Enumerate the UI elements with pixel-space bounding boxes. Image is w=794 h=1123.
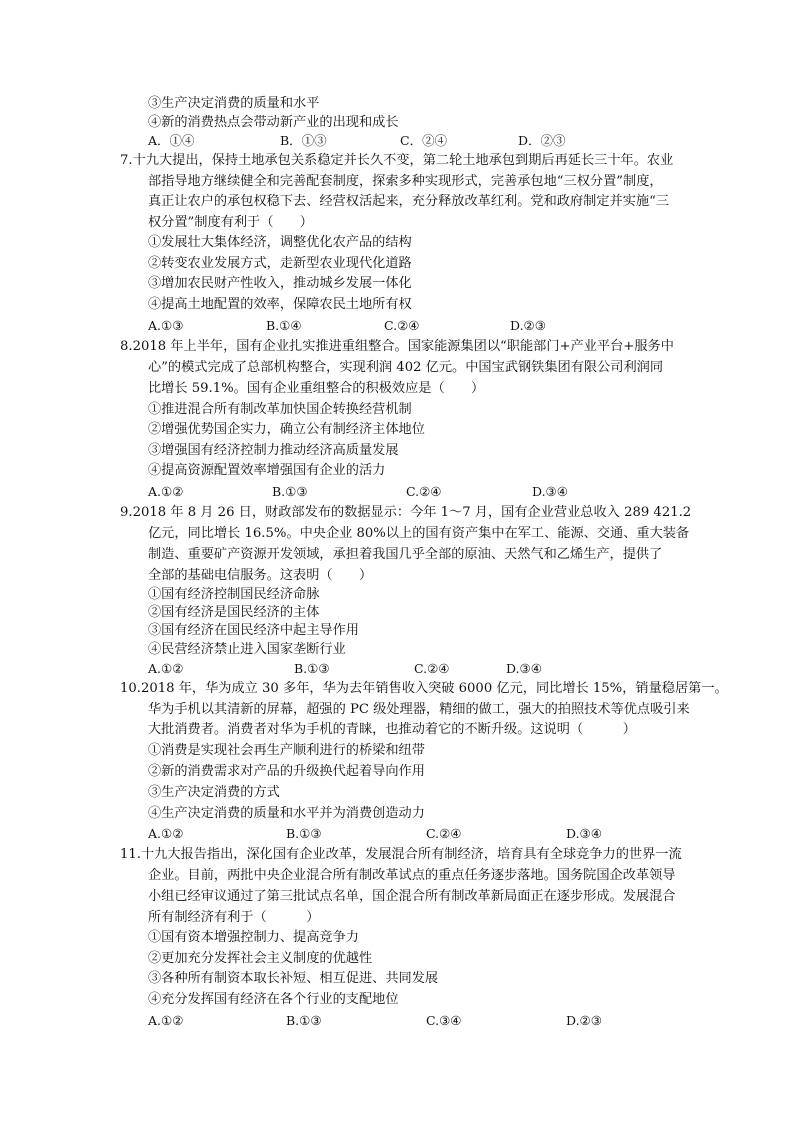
q8-stem-line-2: 心”的模式完成了总部机构整合，实现利润 402 亿元。中国宝武钢铁集团有限公司利润同 [148,360,664,375]
q11-option-a[interactable]: A.①② [148,1013,184,1028]
q7-stem-line-2: 部指导地方继续健全和完善配套制度，探索多种实现形式，完善承包地“三权分置”制度， [148,174,663,189]
q10-option-c[interactable]: C.②④ [426,826,462,841]
q8-options [148,483,608,501]
q9-stem-line-3: 制造、重要矿产资源开发领域，承担着我国几乎全部的原油、天然气和乙烯生产，提供了 [148,547,663,562]
q9-option-c[interactable]: C.②④ [414,661,450,676]
q8-stem-line-3: 比增长 59.1%。国有企业重组整合的积极效应是（ ） [148,381,485,396]
q7-options [148,317,608,335]
q10-stem-line-3: 大批消费者。消费者对华为手机的青睐，也推动着它的不断升级。这说明（ ） [148,722,636,737]
q9-stem-line-1: 9.2018 年 8 月 26 日，财政部发布的数据显示：今年 1～7 月，国有企业营业总收入 289 421.2 [120,505,692,520]
q10-options [148,825,628,843]
q11-item-1: ①国有资本增强控制力、提高竞争力 [148,930,359,945]
q8-item-4: ④提高资源配置效率增强国有企业的活力 [148,463,386,478]
q9-option-b[interactable]: B.①③ [294,661,330,676]
q10-option-d[interactable]: D.③④ [566,826,602,841]
q8-option-b[interactable]: B.①③ [272,484,308,499]
q7-option-a[interactable]: A.①③ [148,318,184,333]
q6-option-a[interactable]: A．①④ [148,133,195,148]
q9-item-1: ①国有经济控制国民经济命脉 [148,587,320,602]
q10-option-a[interactable]: A.①② [148,826,184,841]
q10-stem-line-2: 华为手机以其清新的屏幕，超强的 PC 级处理器，精细的做工，强大的拍照技术等优点吸引来 [148,702,690,717]
q7-item-4: ④提高土地配置的效率，保障农民土地所有权 [148,297,412,312]
q11-stem-line-3: 小组已经审议通过了第三批试点名单，国企混合所有制改革新局面正在逐步形成。发展混合 [148,889,676,904]
q8-stem-line-1: 8.2018 年上半年，国有企业扎实推进重组整合。国家能源集团以“职能部门+产业平台+服务中 [120,339,674,354]
q9-option-a[interactable]: A.①② [148,661,184,676]
q8-item-3: ③增强国有经济控制力推动经济高质量发展 [148,443,399,458]
q11-item-2: ②更加充分发挥社会主义制度的优越性 [148,951,373,966]
q6-option-c[interactable]: C．②④ [400,133,448,148]
q7-stem-line-3: 真正让农户的承包权稳下去、经营权活起来，充分释放改革红利。党和政府制定并实施“三 [148,194,670,209]
q7-option-d[interactable]: D.②③ [510,318,546,333]
q10-stem-line-1: 10.2018 年，华为成立 30 多年，华为去年销售收入突破 6000 亿元，同比增长 15%，销量稳居第一。 [120,681,728,696]
q6-options [148,132,608,150]
q10-item-1: ①消费是实现社会再生产顺利进行的桥梁和纽带 [148,743,425,758]
q10-option-b[interactable]: B.①③ [286,826,322,841]
q8-option-c[interactable]: C.②④ [406,484,442,499]
q6-item-3: ③生产决定消费的质量和水平 [148,96,320,111]
q9-item-2: ②国有经济是国民经济的主体 [148,605,320,620]
q8-option-d[interactable]: D.③④ [532,484,568,499]
q11-option-d[interactable]: D.②③ [566,1013,602,1028]
q7-item-2: ②转变农业发展方式，走新型农业现代化道路 [148,256,412,271]
q9-option-d[interactable]: D.③④ [506,661,542,676]
q7-option-b[interactable]: B.①④ [266,318,302,333]
q11-stem-line-1: 11.十九大报告指出，深化国有企业改革，发展混合所有制经济，培育具有全球竞争力的世界一流 [120,847,682,862]
q6-item-4: ④新的消费热点会带动新产业的出现和成长 [148,115,399,130]
q10-item-3: ③生产决定消费的方式 [148,785,280,800]
q11-item-4: ④充分发挥国有经济在各个行业的支配地位 [148,992,399,1007]
q8-item-1: ①推进混合所有制改革加快国企转换经营机制 [148,402,412,417]
q9-stem-line-2: 亿元，同比增长 16.5%。中央企业 80%以上的国有资产集中在军工、能源、交通、重大装备 [148,526,690,541]
q11-option-c[interactable]: C.③④ [426,1013,462,1028]
q9-item-3: ③国有经济在国民经济中起主导作用 [148,623,359,638]
q11-stem-line-2: 企业。目前，两批中央企业混合所有制改革试点的重点任务逐步落地。国务院国企改革领导 [148,868,676,883]
q6-option-d[interactable]: D．②③ [518,133,566,148]
q7-item-1: ①发展壮大集体经济，调整优化农产品的结构 [148,235,412,250]
q9-options [148,660,608,678]
q11-options [148,1012,628,1030]
q9-item-4: ④民营经济禁止进入国家垄断行业 [148,642,346,657]
q8-option-a[interactable]: A.①② [148,484,184,499]
q11-option-b[interactable]: B.①③ [286,1013,322,1028]
q8-item-2: ②增强优势国企实力，确立公有制经济主体地位 [148,422,425,437]
q11-stem-line-4: 所有制经济有利于（ ） [148,910,320,925]
q9-stem-line-4: 全部的基础电信服务。这表明（ ） [148,568,373,583]
q7-option-c[interactable]: C.②④ [384,318,420,333]
q7-stem-line-4: 权分置”制度有利于（ ） [148,215,313,230]
q11-item-3: ③各种所有制资本取长补短、相互促进、共同发展 [148,971,439,986]
q7-stem-line-1: 7.十九大提出，保持土地承包关系稳定并长久不变，第二轮土地承包到期后再延长三十年。农业 [120,153,674,168]
q6-option-b[interactable]: B．①③ [280,133,327,148]
q10-item-2: ②新的消费需求对产品的升级换代起着导向作用 [148,764,425,779]
q7-item-3: ③增加农民财产性收入，推动城乡发展一体化 [148,276,412,291]
q10-item-4: ④生产决定消费的质量和水平并为消费创造动力 [148,806,425,821]
